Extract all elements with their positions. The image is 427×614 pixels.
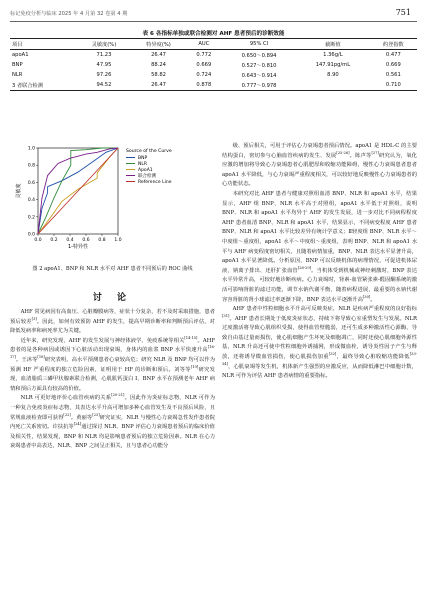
table-cell: 8.90 (327, 72, 339, 78)
table-cell: 0.643～0.914 (241, 72, 277, 79)
table-cell: BNP (12, 62, 23, 68)
table-cell: 0.650～0.894 (241, 52, 277, 59)
table-cell: 0.777～0.978 (241, 82, 277, 89)
table-body (10, 50, 417, 91)
header-rule (10, 21, 417, 22)
legend-item: BNP (138, 156, 148, 161)
table-cell: 147.91pg/mL (315, 62, 351, 68)
legend-item: ApoA1 (138, 168, 153, 173)
x-tick-label: 0.0 (34, 238, 42, 243)
table-cell: 3 者联合检测 (12, 82, 43, 89)
paragraph: NLR 可更好地评价心血管疾病的关系[20-21]。因此作为炎症标志物，NLR 可作为一种复合免疫炎症标志物，其表达水平升高可增加多种心血管发生及不良预后风险，且常规血液检查即可获得[22]。黄丽等[23]研究证实，NLR 与慢性心力衰竭急性发作患者院内死亡关系密切。许扶抗等[24]通过探讨 NLR、BNP 评估心力衰竭患者预后的临床价值及相关性，结果发现，BNP 和 NLR 均是影响患者预后的独立危险因素。NLR 在心力衰竭患者中高表达，NLR、BNP 之间呈正相关，且与患者心功能分 (10, 393, 216, 450)
table-cell: 0.878 (196, 82, 212, 88)
table-cell: NLR (12, 72, 23, 78)
table-cell: apoA1 (12, 52, 29, 58)
y-tick-label: 0.6 (27, 180, 35, 186)
table-cell (296, 80, 369, 91)
table-cell: 94.52 (96, 82, 112, 88)
table-cell: 0.669 (196, 62, 212, 68)
table-cell: 0.772 (196, 52, 212, 58)
roc-series-line (38, 148, 118, 234)
section-title: 讨 论 (92, 293, 133, 303)
roc-chart (10, 142, 215, 257)
x-tick-label: 0.4 (66, 238, 74, 243)
table-cell: 88.24 (151, 62, 166, 68)
table-cell: 26.47 (151, 52, 166, 58)
column-header: 项目 (12, 41, 23, 48)
table-cell: 0.527～0.810 (241, 62, 277, 69)
x-tick-label: 0.8 (98, 238, 106, 243)
right-column (222, 142, 417, 382)
table-cell: 0.724 (196, 72, 212, 78)
table-row (10, 80, 417, 91)
column-header: 截断值 (325, 41, 341, 48)
roc-figure (10, 142, 215, 257)
y-tick-label: 0.2 (27, 215, 35, 221)
x-tick-label: 1.0 (114, 238, 122, 243)
journal-header: 标记免疫分析与临床 2025 年 4 月第 32 卷第 4 期 (10, 11, 128, 17)
table-row (10, 70, 417, 80)
legend-item: NLR (138, 162, 147, 167)
figure-caption: 图 2 apoA1、BNP 和 NLR 水平对 AHF 患者不同预后的 ROC 曲线 (32, 266, 193, 272)
y-tick-label: 1.0 (27, 146, 35, 152)
table-cell: 58.82 (151, 72, 166, 78)
x-tick-label: 0.2 (50, 238, 58, 243)
table-cell: 0.477 (385, 52, 401, 58)
table-cell: 97.26 (96, 72, 112, 78)
table-caption: 表 6 各指标单独或联合检测对 AHF 患者预后的诊断效能 (142, 31, 285, 37)
column-header: 约登指数 (382, 41, 404, 48)
table-cell: 26.47 (151, 82, 166, 88)
y-tick-label: 0.8 (27, 163, 35, 169)
legend-title: Source of the Curve (126, 149, 172, 154)
paragraph: 级、预后相关，可用于评估心力衰竭患者预后情况。apoA1 是 HDL-C 的主要结构蛋白，密切参与心脑血管疾病的发生、发展[25-26]。陈声等[27]研究认为，氧化应激的增加将导致心力衰竭患者心肌肥厚和收缩功能障碍，慢性心力衰竭患者患者 apoA1 水平降低，与心力衰竭严重程度相关，可以较好地反映慢性心力衰竭患者的心功能状态。 (222, 143, 417, 188)
table-cell: 71.23 (96, 52, 112, 58)
table-cell: 0.710 (385, 82, 401, 88)
column-header: 特异度(%) (146, 41, 171, 48)
table-cell: 0.561 (385, 72, 401, 78)
table-row (10, 50, 417, 61)
table-row (10, 60, 417, 70)
y-axis-label: 灵敏度 (16, 183, 22, 199)
paragraph: 本研究对比 AHF 患者与健康对照组血清 BNP、NLR 和 apoA1 水平，结果显示，AHF 组 BNP、NLR 水平高于对照组，apoA1 水平低于对照组，说明 BNP、NLR 和 apoA1 水平均异于 AHF 的发生发展，进一步对比不同病程程度 AHF 患者血清 BNP、NLR 和 apoA1 水平，结果显示，不同病变程度 AHF 患者 BNP、NLR 和 apoA1 水平比较差异有统计学意义；Ⅱ轻度组 BNP、NLR 水平～中度组～重度组，apoA1 水平～中度组～重度组，表明 BNP、NLR 和 apoA1 水平与 AHF 病变程度密切相关，且随着病情加重，BNP、NLR 表达水平显著升高，apoA1 水平显著降低。分析原因，BNP 可以反映机体的病理情况，可促进机体尿液，钠离子排出、还肝扩张血管[28-29]。当机体受到机械或神经刺激时，BNP 表达水平异常升高，可较好地诊断疾病。心力衰竭时，肾素-血管紧张素-醛固酮系统的激活可影响肾脏的滤过功能，调节水钠代谢平衡，随着病程进展，最重要的水钠代谢容容肾脏的肾小球滤过率逐渐下降，BNP 表达水平逐渐升高[30]。 (222, 190, 418, 303)
x-axis-label: 1-特异性 (68, 244, 88, 250)
diagnostic-table (10, 38, 417, 91)
legend-item: Reference Line (138, 180, 172, 185)
column-header: 灵敏度(%) (91, 41, 117, 48)
paragraph: AHF 患者中性粒细胞水平升高可反映炎症，NLR 是疾病严重程度的良好指标[31]。AHF 患者长期处于低度炎症状态，持续下将导致心室重塑发生与发展。NLR 过度激活将导致心肌组织受损，使得血管壁脆弱，还可生成多种激活性心源酶，导致自由基过量而损伤，使心肌细胞产生坏死及细胞凋亡，同时还使心肌细胞外源性基，NLR 升高还可使中性粒细胞外诱捕网，形成微血栓，诱导炎性因子产生与释放，还将诱导微血管损伤，使心肌损伤加重[32]，最终导致心脏收缩功能降低[33-34]，心肌衰竭等发生机，机体新产生强烈的应激反应，从而降低淋巴中细胞计数，NLR 可作为评估 AHF 患者病情的重要指标。 (222, 306, 417, 380)
table-cell: 47.95 (96, 62, 112, 68)
y-tick-label: 0.4 (27, 198, 35, 204)
y-tick-label: 0.0 (27, 232, 35, 238)
x-tick-label: 0.6 (82, 238, 90, 243)
paragraph: AHF 常见病因有高血压、心脏瓣膜病等，症状十分复杂，若不及时采取措施，患者预后较差[3]。因此，如何有效预防 AHF 的发生，提高早期诊断率和判断预后评估，对降低发病率和病死率尤为关键。 (10, 309, 215, 335)
left-column (10, 308, 215, 452)
legend-item: 联合检测 (138, 174, 156, 179)
table-header-row (10, 39, 417, 50)
column-header: AUC (198, 41, 210, 47)
table-cell: 1.36g/L (323, 52, 343, 58)
column-header: 95% CI (249, 41, 269, 47)
paragraph: 近年来，研究发现，AHF 的发生发展与神经体液学、免疫系统等相关[14-15]。AHF 患者的是各种病因或诱因下心脏活动出现衰竭，身体内的血浆 BNP 水平快速升高[16-17]。王沐等[18]研究表明，高水平预测患者心衰较高危；研究 NLR 及 BNP 均可以作为预测 HF 严重程度的独立危险因素，证明用于 HF 的诊断和预后。刘等等[19]研究发现，血清脂质三磷甲状腺素联合检测，心肌肌钙蛋白 I、BNP 水平在预测老年 AHF 病情和预后方面具有较高的价值。 (10, 336, 215, 392)
table-cell: 0.669 (385, 62, 401, 68)
page-number: 751 (395, 8, 411, 17)
